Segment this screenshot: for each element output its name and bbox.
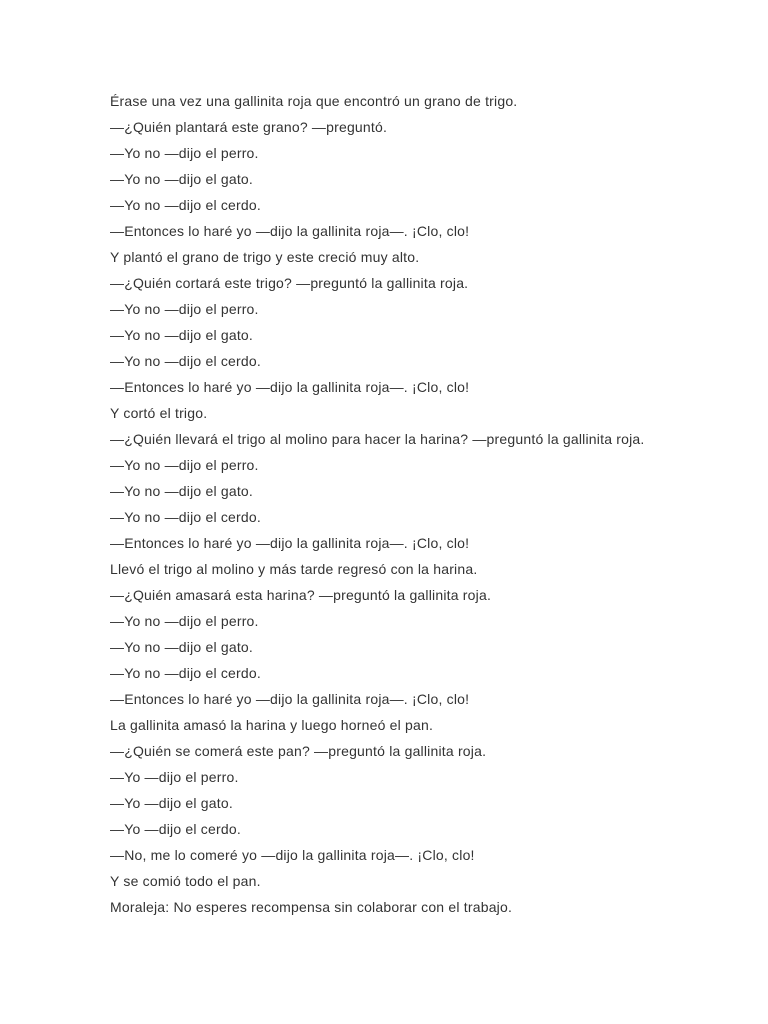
story-paragraph: —Yo no —dijo el cerdo.: [110, 665, 261, 681]
story-paragraph: —Yo no —dijo el cerdo.: [110, 353, 261, 369]
story-paragraph: La gallinita amasó la harina y luego horneó el pan.: [110, 717, 434, 733]
story-paragraph: —Yo no —dijo el perro.: [110, 301, 259, 317]
story-paragraph: —¿Quién se comerá este pan? —preguntó la gallinita roja.: [110, 743, 487, 759]
story-paragraph: —Yo —dijo el perro.: [110, 769, 239, 785]
story-paragraph: —Yo —dijo el gato.: [110, 795, 233, 811]
story-paragraph: —Yo no —dijo el gato.: [110, 483, 253, 499]
story-paragraph: —Yo no —dijo el gato.: [110, 639, 253, 655]
story-text: [110, 93, 655, 925]
story-paragraph: Moraleja: No esperes recompensa sin colaborar con el trabajo.: [110, 899, 513, 915]
story-paragraph: —Entonces lo haré yo —dijo la gallinita roja—. ¡Clo, clo!: [110, 379, 470, 395]
story-paragraph: Y plantó el grano de trigo y este creció muy alto.: [110, 249, 420, 265]
story-paragraph: —Entonces lo haré yo —dijo la gallinita roja—. ¡Clo, clo!: [110, 535, 470, 551]
story-paragraph: —Yo no —dijo el perro.: [110, 145, 259, 161]
story-paragraph: —Yo no —dijo el perro.: [110, 613, 259, 629]
story-paragraph: —¿Quién amasará esta harina? —preguntó la gallinita roja.: [110, 587, 492, 603]
story-paragraph: —Entonces lo haré yo —dijo la gallinita roja—. ¡Clo, clo!: [110, 691, 470, 707]
story-paragraph: —Yo no —dijo el perro.: [110, 457, 259, 473]
story-paragraph: —Yo no —dijo el cerdo.: [110, 509, 261, 525]
story-paragraph: —No, me lo comeré yo —dijo la gallinita roja—. ¡Clo, clo!: [110, 847, 475, 863]
story-paragraph: —Yo —dijo el cerdo.: [110, 821, 241, 837]
story-paragraph: —¿Quién cortará este trigo? —preguntó la gallinita roja.: [110, 275, 469, 291]
story-paragraph: Y cortó el trigo.: [110, 405, 208, 421]
story-paragraph: —¿Quién llevará el trigo al molino para hacer la harina? —preguntó la gallinita roja.: [110, 431, 645, 447]
story-paragraph: Érase una vez una gallinita roja que encontró un grano de trigo.: [110, 93, 518, 109]
story-paragraph: —¿Quién plantará este grano? —preguntó.: [110, 119, 388, 135]
story-paragraph: —Yo no —dijo el cerdo.: [110, 197, 261, 213]
story-paragraph: Y se comió todo el pan.: [110, 873, 261, 889]
story-paragraph: —Yo no —dijo el gato.: [110, 171, 253, 187]
story-paragraph: —Yo no —dijo el gato.: [110, 327, 253, 343]
story-paragraph: —Entonces lo haré yo —dijo la gallinita roja—. ¡Clo, clo!: [110, 223, 470, 239]
story-paragraph: Llevó el trigo al molino y más tarde regresó con la harina.: [110, 561, 478, 577]
